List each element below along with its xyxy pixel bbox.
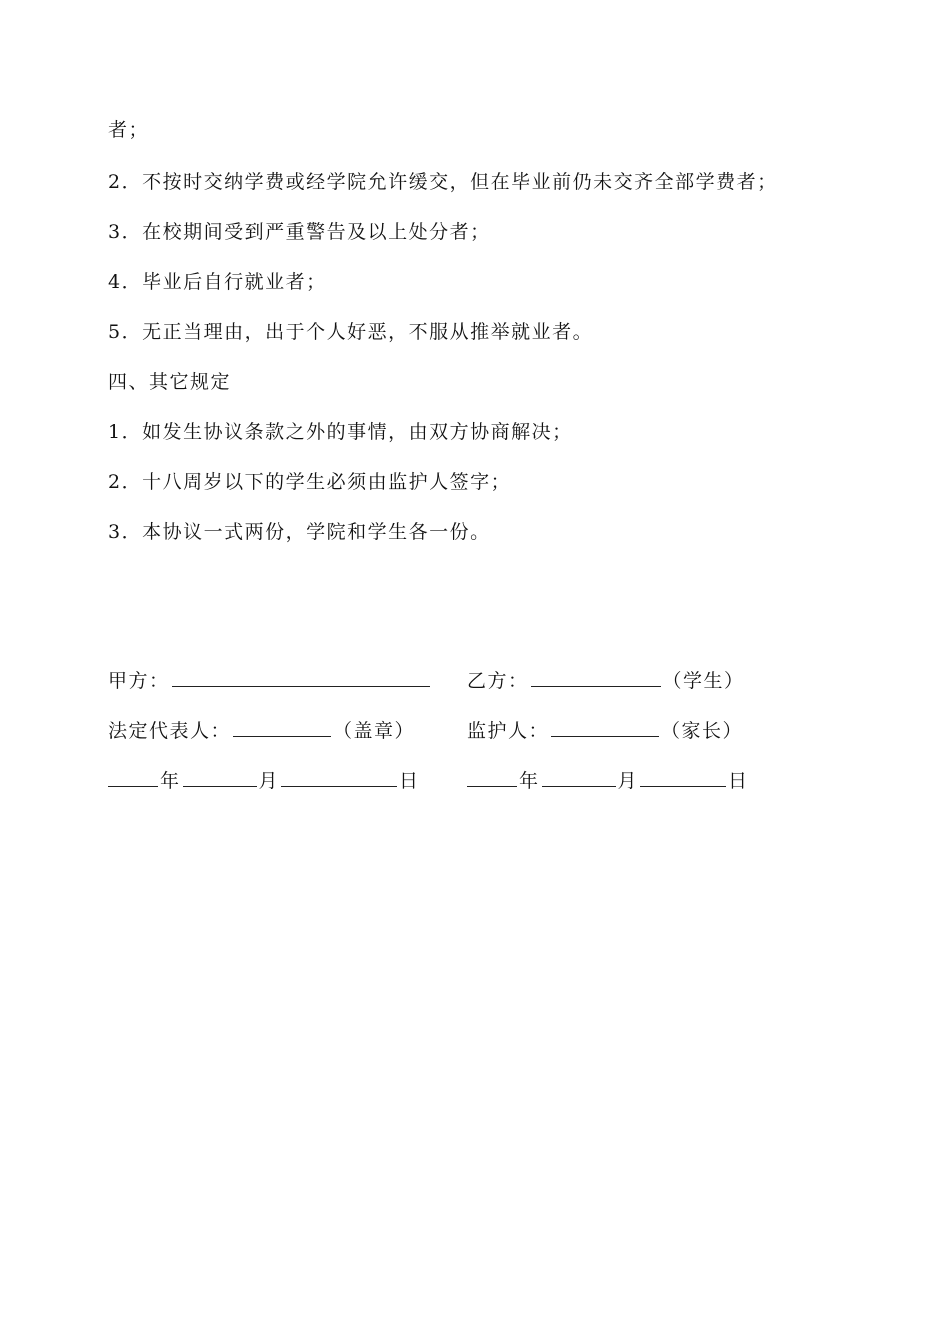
day-label: 日 bbox=[399, 770, 420, 792]
legal-rep-suffix: （盖章） bbox=[333, 720, 416, 742]
party-a-year-blank[interactable] bbox=[108, 768, 158, 787]
month-label: 月 bbox=[617, 770, 639, 792]
party-a-day-blank[interactable] bbox=[281, 768, 397, 787]
section-heading: 四、其它规定 bbox=[108, 371, 232, 393]
party-a-line bbox=[108, 668, 432, 693]
other-rule-item-1: 1．如发生协议条款之外的事情，由双方协商解决； bbox=[108, 421, 573, 443]
party-b-label: 乙方： bbox=[467, 670, 529, 692]
party-b-month-blank[interactable] bbox=[542, 768, 616, 787]
party-a-month-blank[interactable] bbox=[183, 768, 257, 787]
party-b-line bbox=[467, 668, 745, 693]
party-b-suffix: （学生） bbox=[662, 670, 745, 692]
party-a-label: 甲方： bbox=[108, 670, 170, 692]
year-label: 年 bbox=[519, 770, 540, 792]
guardian-signature-blank[interactable] bbox=[551, 718, 659, 737]
legal-rep-label: 法定代表人： bbox=[108, 720, 232, 742]
legal-rep-line bbox=[108, 718, 415, 743]
clause-item-4: 4．毕业后自行就业者； bbox=[108, 271, 327, 293]
guardian-suffix: （家长） bbox=[661, 720, 744, 742]
party-b-year-blank[interactable] bbox=[467, 768, 517, 787]
other-rule-item-2: 2．十八周岁以下的学生必须由监护人签字； bbox=[108, 471, 512, 493]
clause-item-5: 5．无正当理由，出于个人好恶，不服从推举就业者。 bbox=[108, 321, 594, 343]
party-a-signature-blank[interactable] bbox=[172, 668, 430, 687]
clause-item-2: 2．不按时交纳学费或经学院允许缓交，但在毕业前仍未交齐全部学费者； bbox=[108, 171, 778, 193]
legal-rep-signature-blank[interactable] bbox=[233, 718, 331, 737]
month-label: 月 bbox=[258, 770, 280, 792]
year-label: 年 bbox=[160, 770, 181, 792]
guardian-line bbox=[467, 718, 743, 743]
party-b-day-blank[interactable] bbox=[640, 768, 726, 787]
party-b-signature-blank[interactable] bbox=[531, 668, 661, 687]
other-rule-item-3: 3．本协议一式两份，学院和学生各一份。 bbox=[108, 521, 491, 543]
day-label: 日 bbox=[728, 770, 749, 792]
clause-item-3: 3．在校期间受到严重警告及以上处分者； bbox=[108, 221, 491, 243]
party-b-date-line bbox=[467, 768, 749, 793]
guardian-label: 监护人： bbox=[467, 720, 550, 742]
clause-continuation: 者； bbox=[108, 119, 150, 141]
party-a-date-line bbox=[108, 768, 420, 793]
